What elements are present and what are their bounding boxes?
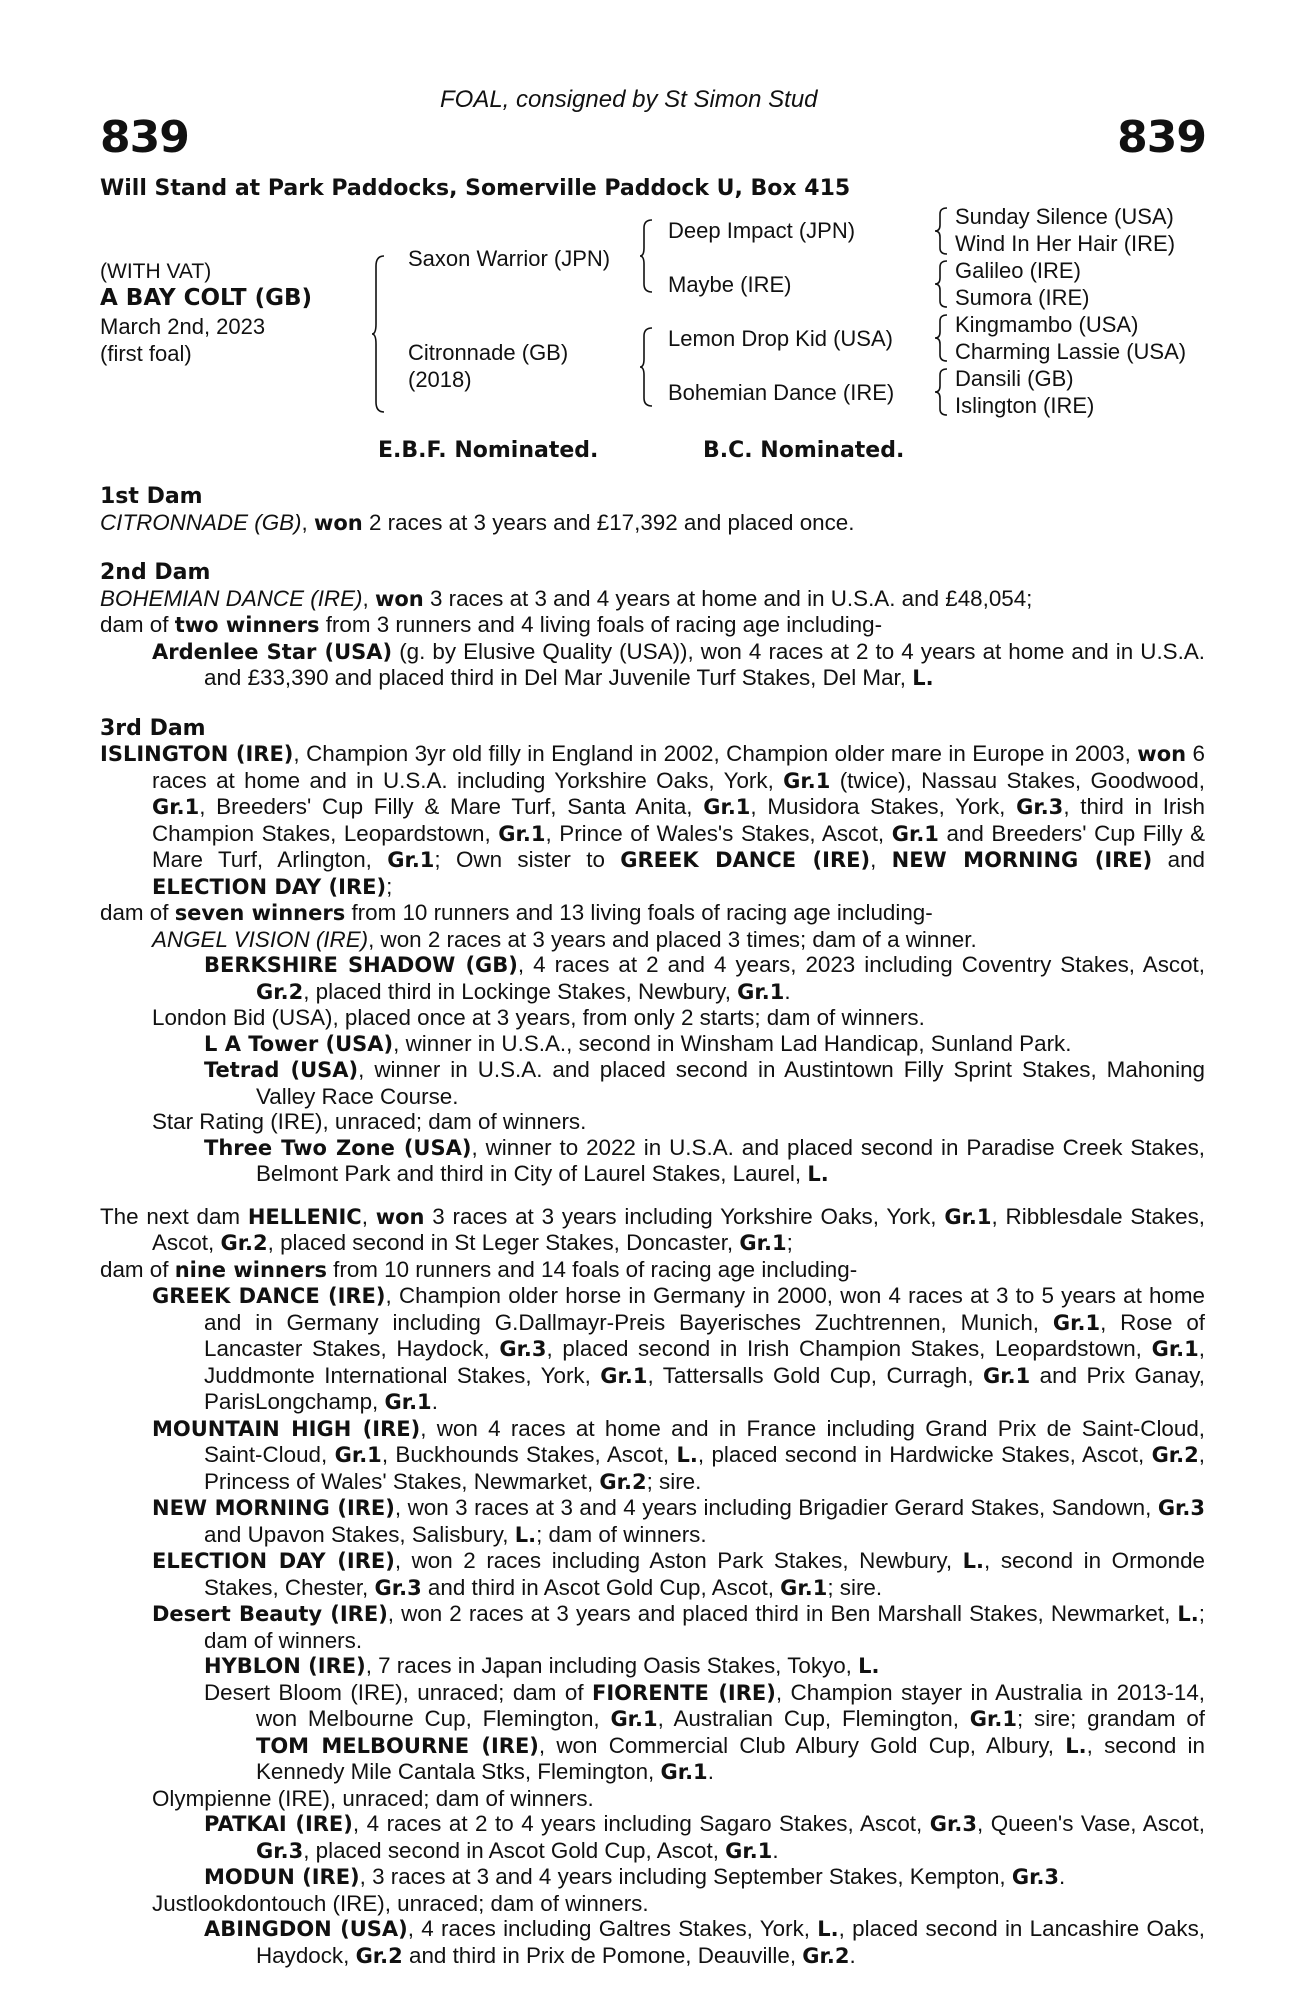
pedigree-g7: Dansili (GB) <box>955 366 1074 391</box>
hyblon-entry: HYBLON (IRE), 7 races in Japan including Oasis Stakes, Tokyo, L. <box>204 1653 880 1678</box>
tetrad-entry: Tetrad (USA), winner in U.S.A. and placed second in Austintown Filly Sprint Stakes, Mahoning Valley Race Course. <box>204 1057 1206 1109</box>
second-dam-produce: dam of two winners from 3 runners and 4 living foals of racing age including- <box>100 612 883 637</box>
hellenic-produce: dam of nine winners from 10 runners and 14 foals of racing age including- <box>100 1256 858 1282</box>
pedigree-brace-dam <box>640 326 654 408</box>
first-dam-text: CITRONNADE (GB), won 2 races at 3 years and £17,392 and placed once. <box>100 509 855 535</box>
pedigree-brace-g1 <box>935 206 949 256</box>
abingdon-entry: ABINGDON (USA), 4 races including Galtres Stakes, York, L., placed second in Lancashire Oaks, Haydock, Gr.2 and third in Prix de Pomone, Deauville, Gr.2. <box>204 1916 1205 1968</box>
la-tower-entry: L A Tower (USA), winner in U.S.A., second in Winsham Lad Handicap, Sunland Park. <box>204 1030 1072 1056</box>
ardenlee-star-entry: Ardenlee Star (USA) (g. by Elusive Quality (USA)), won 4 races at 2 to 4 years at home and in U.S.A. and £33,390 and placed third in Del Mar Juvenile Turf Stakes, Del Mar, L. <box>152 638 1205 690</box>
second-dam-heading: 2nd Dam <box>100 560 211 585</box>
three-two-zone-entry: Three Two Zone (USA), winner to 2022 in U.S.A. and placed second in Paradise Creek Stakes, Belmont Park and third in City of Laurel Stakes, Laurel, L. <box>204 1134 1205 1186</box>
pedigree-brace-g3 <box>935 313 949 363</box>
pedigree-sire-dam: Maybe (IRE) <box>668 272 792 297</box>
pedigree-dam-dam: Bohemian Dance (IRE) <box>668 380 895 405</box>
third-dam-heading: 3rd Dam <box>100 715 206 741</box>
pedigree-dam: Citronnade (GB) <box>408 340 569 365</box>
pedigree-brace-g2 <box>935 259 949 309</box>
greek-dance-entry: GREEK DANCE (IRE), Champion older horse in Germany in 2000, won 4 races at 3 to 5 years at home and in Germany including G.Dallmayr-Preis Bayerisches Zuchtrennen, Munich, Gr.1, Rose of Lancaster Stakes, Haydock, Gr.3, placed second in Irish Champion Stakes, Leopardstown, Gr.1, Juddmonte International Stakes, York, Gr.1, Tattersalls Gold Cup, Curragh, Gr.1 and Prix Ganay, ParisLongchamp, Gr.1. <box>152 1283 1206 1414</box>
pedigree-g2: Wind In Her Hair (IRE) <box>955 231 1176 256</box>
islington-entry: ISLINGTON (IRE), Champion 3yr old filly in England in 2002, Champion older mare in Europe in 2003, won 6 races at home and in U.S.A. including Yorkshire Oaks, York, Gr.1 (twice), Nassau Stakes, Goodwood, Gr.1, Breeders' Cup Filly & Mare Turf, Santa Anita, Gr.1, Musidora Stakes, York, Gr.3, third in Irish Champion Stakes, Leopardstown, Gr.1, Prince of Wales's Stakes, Ascot, Gr.1 and Breeders' Cup Filly & Mare Turf, Arlington, Gr.1; Own sister to GREEK DANCE (IRE), NEW MORNING (IRE) and ELECTION DAY (IRE); <box>100 741 1206 899</box>
foaling-date: March 2nd, 2023 <box>100 314 266 339</box>
berkshire-shadow-entry: BERKSHIRE SHADOW (GB), 4 races at 2 and 4 years, 2023 including Coventry Stakes, Ascot, Gr.2, placed third in Lockinge Stakes, Newbury, Gr.1. <box>204 952 1205 1004</box>
pedigree-g8: Islington (IRE) <box>955 393 1095 418</box>
horse-name: A BAY COLT (GB) <box>100 285 313 311</box>
lot-number-right: 839 <box>1117 112 1206 163</box>
pedigree-g6: Charming Lassie (USA) <box>955 339 1187 364</box>
pedigree-brace-main <box>372 254 386 414</box>
vat-label: (WITH VAT) <box>100 260 212 283</box>
pedigree-g1: Sunday Silence (USA) <box>955 204 1174 229</box>
bc-nomination: B.C. Nominated. <box>703 438 905 463</box>
angel-vision-entry: ANGEL VISION (IRE), won 2 races at 3 years and placed 3 times; dam of a winner. <box>152 926 977 952</box>
lot-number-left: 839 <box>100 112 189 163</box>
election-day-entry: ELECTION DAY (IRE), won 2 races including Aston Park Stakes, Newbury, L., second in Ormonde Stakes, Chester, Gr.3 and third in Ascot Gold Cup, Ascot, Gr.1; sire. <box>152 1548 1205 1600</box>
star-rating-entry: Star Rating (IRE), unraced; dam of winners. <box>152 1109 587 1134</box>
first-foal-note: (first foal) <box>100 341 192 366</box>
ebf-nomination: E.B.F. Nominated. <box>378 438 599 463</box>
islington-produce: dam of seven winners from 10 runners and 13 living foals of racing age including- <box>100 900 933 925</box>
consignor-line: FOAL, consigned by St Simon Stud <box>440 86 818 113</box>
pedigree-g5: Kingmambo (USA) <box>955 312 1139 337</box>
patkai-entry: PATKAI (IRE), 4 races at 2 to 4 years including Sagaro Stakes, Ascot, Gr.3, Queen's Vase, Ascot, Gr.3, placed second in Ascot Gold Cup, Ascot, Gr.1. <box>204 1811 1205 1863</box>
pedigree-dam-year: (2018) <box>408 367 472 392</box>
desert-bloom-entry: Desert Bloom (IRE), unraced; dam of FIORENTE (IRE), Champion stayer in Australia in 2013-14, won Melbourne Cup, Flemington, Gr.1, Australian Cup, Flemington, Gr.1; sire; grandam of TOM MELBOURNE (IRE), won Commercial Club Albury Gold Cup, Albury, L., second in Kennedy Mile Cantala Stks, Flemington, Gr.1. <box>204 1679 1206 1784</box>
mountain-high-entry: MOUNTAIN HIGH (IRE), won 4 races at home and in France including Grand Prix de Saint-Cloud, Saint-Cloud, Gr.1, Buckhounds Stakes, Ascot, L., placed second in Hardwicke Stakes, Ascot, Gr.2, Princess of Wales' Stakes, Newmarket, Gr.2; sire. <box>152 1415 1205 1494</box>
olympienne-entry: Olympienne (IRE), unraced; dam of winners. <box>152 1785 594 1811</box>
catalogue-body <box>100 484 1205 1969</box>
pedigree-sire: Saxon Warrior (JPN) <box>408 246 611 271</box>
hellenic-entry: The next dam HELLENIC, won 3 races at 3 years including Yorkshire Oaks, York, Gr.1, Ribblesdale Stakes, Ascot, Gr.2, placed second in St Leger Stakes, Doncaster, Gr.1; <box>100 1203 1206 1255</box>
pedigree-brace-sire <box>640 218 654 294</box>
modun-entry: MODUN (IRE), 3 races at 3 and 4 years including September Stakes, Kempton, Gr.3. <box>204 1864 1066 1889</box>
stabling-line: Will Stand at Park Paddocks, Somerville Paddock U, Box 415 <box>100 176 851 201</box>
pedigree-brace-g4 <box>935 367 949 417</box>
pedigree-g3: Galileo (IRE) <box>955 258 1081 283</box>
pedigree-sire-sire: Deep Impact (JPN) <box>668 218 856 243</box>
london-bid-entry: London Bid (USA), placed once at 3 years, from only 2 starts; dam of winners. <box>152 1005 925 1030</box>
first-dam-heading: 1st Dam <box>100 484 203 509</box>
second-dam-text: BOHEMIAN DANCE (IRE), won 3 races at 3 and 4 years at home and in U.S.A. and £48,054; <box>100 585 1033 611</box>
pedigree-g4: Sumora (IRE) <box>955 285 1090 310</box>
justlookdontouch-entry: Justlookdontouch (IRE), unraced; dam of winners. <box>152 1890 649 1916</box>
pedigree-dam-sire: Lemon Drop Kid (USA) <box>668 326 893 351</box>
new-morning-entry: NEW MORNING (IRE), won 3 races at 3 and 4 years including Brigadier Gerard Stakes, Sandown, Gr.3 and Upavon Stakes, Salisbury, L.; dam of winners. <box>152 1495 1206 1547</box>
desert-beauty-entry: Desert Beauty (IRE), won 2 races at 3 years and placed third in Ben Marshall Stakes, Newmarket, L.; dam of winners. <box>152 1601 1205 1653</box>
